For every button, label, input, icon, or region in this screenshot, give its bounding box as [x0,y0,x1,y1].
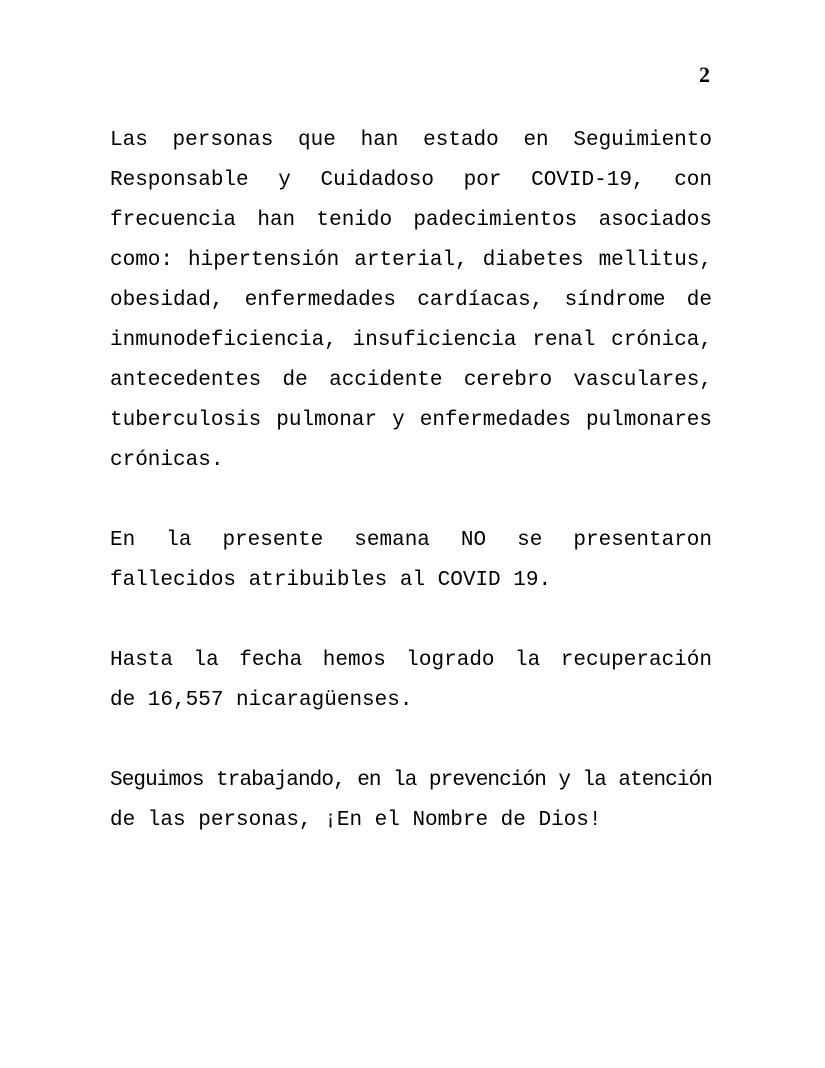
paragraph-comorbidities [110,121,712,481]
text-line: como: hipertensión arterial, diabetes mellitus, [110,249,712,272]
page-number: 2 [699,62,710,87]
text-line: de 16,557 nicaragüenses. [110,689,413,712]
text-line: Las personas que han estado en Seguimiento [110,129,712,152]
paragraph-deaths [110,521,712,601]
text-line: crónicas. [110,449,224,472]
text-line: tuberculosis pulmonar y enfermedades pulmonares [110,409,712,432]
text-line: Responsable y Cuidadoso por COVID-19, con [110,169,712,192]
text-line: inmunodeficiencia, insuficiencia renal crónica, [110,329,712,352]
text-line: Seguimos trabajando, en la prevención y la atención [110,769,712,792]
text-line: antecedentes de accidente cerebro vasculares, [110,369,712,392]
text-line: de las personas, ¡En el Nombre de Dios! [110,809,602,832]
paragraph-recovered [110,641,712,721]
document-body [110,121,712,881]
text-line: fallecidos atribuibles al COVID 19. [110,569,552,592]
paragraph-closing [110,761,712,841]
text-line: En la presente semana NO se presentaron [110,529,712,552]
text-line: frecuencia han tenido padecimientos asociados [110,209,712,232]
text-line: obesidad, enfermedades cardíacas, síndrome de [110,289,712,312]
text-line: Hasta la fecha hemos logrado la recuperación [110,649,712,672]
